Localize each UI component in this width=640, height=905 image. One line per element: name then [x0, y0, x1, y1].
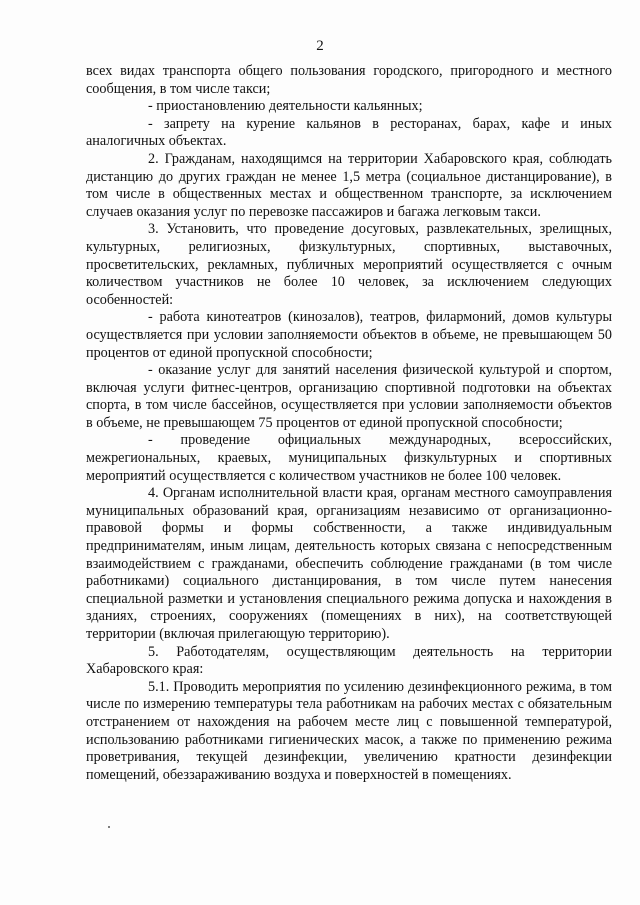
bullet-sports-services: - оказание услуг для занятий населения физической культурой и спортом, включая услуги фитнес-центров, организацию спортивной подготовки на объектах спорта, в том числе бассейнов, осуществляется при условии заполняемости объектов в объеме, не превышающем 75 процентов от единой пропускной способности;: [86, 362, 612, 431]
paragraph-events-limit: 3. Установить, что проведение досуговых, развлекательных, зрелищных, культурных, религиозных, физкультурных, спортивных, выставочных, просветительских, рекламных, публичных мероприятий осуществляется с очным количеством участников не более 10 человек, за исключением следующих особенностей:: [86, 221, 612, 308]
document-body: [86, 63, 612, 784]
paragraph-disinfection-measures: 5.1. Проводить мероприятия по усилению дезинфекционного режима, в том числе по измерению температуры тела работникам на рабочих местах с обязательным отстранением от нахождения на рабочем месте лиц с повышенной температурой, использованию работниками гигиенических масок, а также по применению режима проветривания, текущей дезинфекции, увеличению кратности дезинфекции помещений, обеззараживанию воздуха и поверхностей в помещениях.: [86, 678, 612, 783]
bullet-hookah-ban: - запрету на курение кальянов в ресторанах, барах, кафе и иных аналогичных объектах.: [86, 115, 612, 150]
paragraph-continuation: всех видах транспорта общего пользования городского, пригородного и местного сообщения, в том числе такси;: [86, 63, 612, 97]
bullet-official-sport-events: - проведение официальных международных, всероссийских, межрегиональных, краевых, муниципальных физкультурных и спортивных мероприятий осуществляется с количеством участников не более 100 человек.: [86, 432, 612, 484]
paragraph-social-distancing: 2. Гражданам, находящимся на территории Хабаровского края, соблюдать дистанцию до других граждан не менее 1,5 метра (социальное дистанцирование), в том числе в общественных местах и общественном транспорте, за исключением случаев оказания услуг по перевозке пассажиров и багажа легковым такси.: [86, 150, 612, 220]
paragraph-employers: 5. Работодателям, осуществляющим деятельность на территории Хабаровского края:: [86, 643, 612, 678]
bullet-cinemas-theatres: - работа кинотеатров (кинозалов), театров, филармоний, домов культуры осуществляется при условии заполняемости объектов в объеме, не превышающем 50 процентов от единой пропускной способности;: [86, 309, 612, 361]
scan-artifact: [108, 826, 110, 828]
bullet-hookah-closure: - приостановлению деятельности кальянных;: [148, 98, 423, 115]
page-number: 2: [316, 38, 324, 54]
paragraph-authorities-obligations: 4. Органам исполнительной власти края, органам местного самоуправления муниципальных образований края, организациям независимо от организационно-правовой формы и формы собственности, а также индивидуальным предпринимателям, иным лицам, деятельность которых связана с непосредственным взаимодействием с гражданами, обеспечить соблюдение гражданами (в том числе работниками) социального дистанцирования, в том числе путем нанесения специальной разметки и установления специального режима допуска и нахождения в зданиях, строениях, сооружениях (помещениях в них), на соответствующей территории (включая прилегающую территорию).: [86, 485, 612, 642]
